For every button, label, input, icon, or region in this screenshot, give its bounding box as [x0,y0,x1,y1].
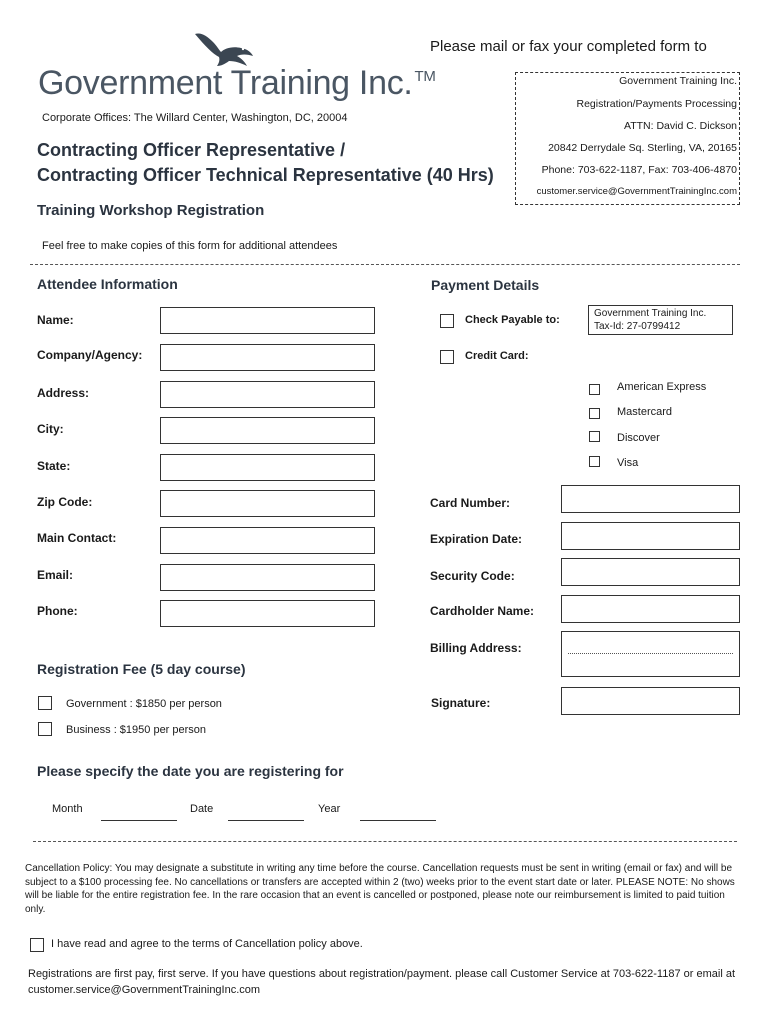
amex-label: American Express [617,381,707,393]
mastercard-checkbox[interactable] [589,408,600,419]
check-payment-checkbox[interactable] [440,314,454,328]
billing-address-field[interactable] [561,631,740,677]
contact-note: Registrations are first pay, first serve. If you have questions about registration/payment. please call Customer Service at 703-622-1187 or email at customer.service@GovernmentTrainingInc.com [28,968,735,996]
billing-address-label: Billing Address: [430,641,522,655]
expiration-label: Expiration Date: [430,532,523,546]
security-code-label: Security Code: [430,569,515,583]
expiration-field[interactable] [561,522,740,550]
cardholder-field[interactable] [561,595,740,623]
card-number-field[interactable] [561,485,740,513]
discover-checkbox[interactable] [589,431,600,442]
email-label: Email: [37,568,74,582]
date-section-title: Please specify the date you are registering for [37,763,344,779]
name-label: Name: [37,313,74,327]
business-fee-checkbox[interactable] [38,722,52,736]
corporate-offices: Corporate Offices: The Willard Center, Washington, DC, 20004 [42,112,348,124]
government-fee-label: Government : $1850 per person [66,698,222,710]
credit-card-label: Credit Card: [465,350,529,362]
month-field[interactable] [101,820,177,821]
year-label: Year [318,803,341,815]
date-field[interactable] [228,820,304,821]
name-field[interactable] [160,307,375,334]
mail-address-box [515,72,740,205]
credit-card-checkbox[interactable] [440,350,454,364]
agree-checkbox[interactable] [30,938,44,952]
signature-field[interactable] [561,687,740,715]
mail-line: 20842 Derrydale Sq. Sterling, VA, 20165 [548,142,737,154]
security-code-field[interactable] [561,558,740,586]
visa-label: Visa [617,457,639,469]
copies-note: Feel free to make copies of this form for additional attendees [42,240,338,252]
card-number-label: Card Number: [430,496,511,510]
phone-field[interactable] [160,600,375,627]
cardholder-label: Cardholder Name: [430,604,535,618]
main-contact-field[interactable] [160,527,375,554]
city-field[interactable] [160,417,375,444]
mail-heading: Please mail or fax your completed form to [430,38,707,55]
state-field[interactable] [160,454,375,481]
mail-line: Phone: 703-622-1187, Fax: 703-406-4870 [541,164,737,176]
phone-label: Phone: [37,604,78,618]
company-label: Company/Agency: [37,348,143,362]
fee-section-title: Registration Fee (5 day course) [37,661,246,677]
payment-section-title: Payment Details [431,277,540,293]
zip-label: Zip Code: [37,495,93,509]
mail-line: ATTN: David C. Dickson [624,120,737,132]
city-label: City: [37,422,64,436]
payee-box: Government Training Inc. Tax-Id: 27-0799412 [588,305,733,335]
date-label: Date [190,803,214,815]
address-field[interactable] [160,381,375,408]
agree-label: I have read and agree to the terms of Cancellation policy above. [51,938,363,950]
mastercard-label: Mastercard [617,406,673,418]
divider [30,264,740,265]
state-label: State: [37,459,71,473]
mail-line: Registration/Payments Processing [576,98,737,110]
billing-address-line [568,653,733,654]
check-payable-label: Check Payable to: [465,314,560,326]
company-logo-text: Government Training Inc. ™ [38,64,436,102]
mail-line: customer.service@GovernmentTrainingInc.com [536,186,737,197]
zip-field[interactable] [160,490,375,517]
visa-checkbox[interactable] [589,456,600,467]
email-field[interactable] [160,564,375,591]
business-fee-label: Business : $1950 per person [66,724,207,736]
address-label: Address: [37,386,90,400]
year-field[interactable] [360,820,436,821]
company-field[interactable] [160,344,375,371]
discover-label: Discover [617,432,660,444]
course-title: Contracting Officer Representative / Contracting Officer Technical Representative (40 Hrs) [37,140,494,185]
divider [33,841,737,842]
amex-checkbox[interactable] [589,384,600,395]
mail-line: Government Training Inc. [619,75,737,87]
main-contact-label: Main Contact: [37,531,117,545]
cancellation-policy: Cancellation Policy: You may designate a substitute in writing any time before the course. Cancellation requests must be sent in writing (email or fax) and will be subject to a $100 processing fee. No cancellations or transfers are accepted within 2 (two) weeks prior to the event start date or later. PLEASE NOTE: No shows will be liable for the entire registration fee. In the rare occasion that an event is cancelled or postponed, please note our reimbursement is limited to paid tuition only. [25,863,735,915]
month-label: Month [52,803,83,815]
workshop-title: Training Workshop Registration [37,202,265,219]
government-fee-checkbox[interactable] [38,696,52,710]
attendee-section-title: Attendee Information [37,276,178,292]
signature-label: Signature: [431,696,491,710]
